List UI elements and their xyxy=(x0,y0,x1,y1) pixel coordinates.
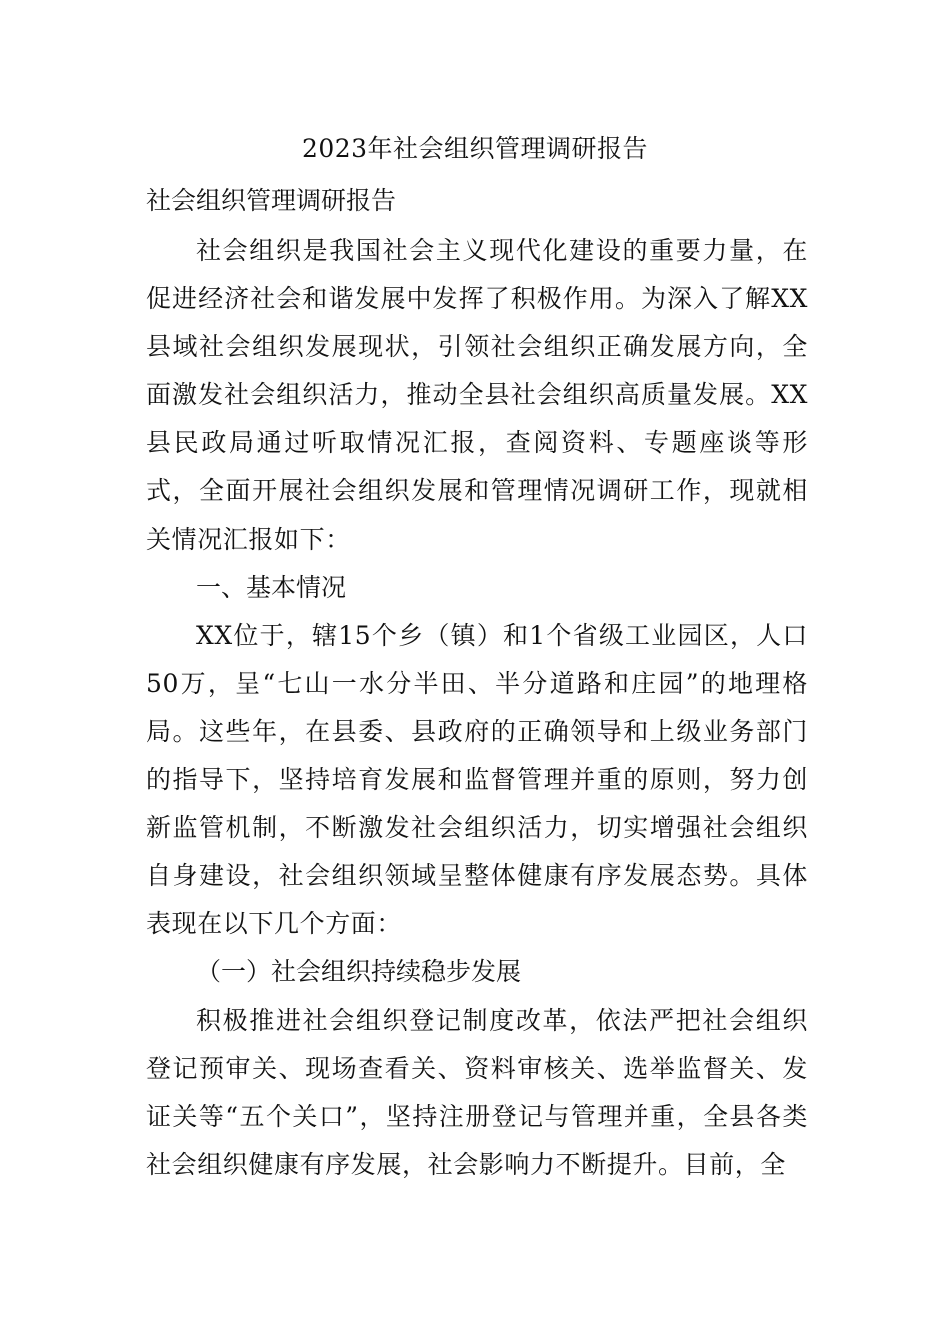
document-subtitle: 社会组织管理调研报告 xyxy=(146,186,397,215)
intro-paragraph: 社会组织是我国社会主义现代化建设的重要力量，在促进经济社会和谐发展中发挥了积极作用。为深入了解XX县域社会组织发展现状，引领社会组织正确发展方向，全面激发社会组织活力，推动全县社会组织高质量发展。XX县民政局通过听取情况汇报，查阅资料、专题座谈等形式，全面开展社会组织发展和管理情况调研工作，现就相关情况汇报如下： xyxy=(146,236,808,554)
steady-development-paragraph: 积极推进社会组织登记制度改革，依法严把社会组织登记预审关、现场查看关、资料审核关、选举监督关、发证关等“五个关口”，坚持注册登记与管理并重，全县各类社会组织健康有序发展，社会影响力不断提升。目前，全 xyxy=(146,1005,808,1179)
basic-situation-paragraph: XX位于，辖15个乡（镇）和1个省级工业园区，人口50万，呈“七山一水分半田、半分道路和庄园”的地理格局。这些年，在县委、县政府的正确领导和上级业务部门的指导下，坚持培育发展和监督管理并重的原则，努力创新监管机制，不断激发社会组织活力，切实增强社会组织自身建设，社会组织领域呈整体健康有序发展态势。具体表现在以下几个方面： xyxy=(146,620,808,939)
subsection-heading-steady-development: （一）社会组织持续稳步发展 xyxy=(196,957,522,987)
document-body xyxy=(146,227,808,1189)
section-heading-basic-situation: 一、基本情况 xyxy=(196,572,347,602)
document-title: 2023年社会组织管理调研报告 xyxy=(301,134,649,163)
